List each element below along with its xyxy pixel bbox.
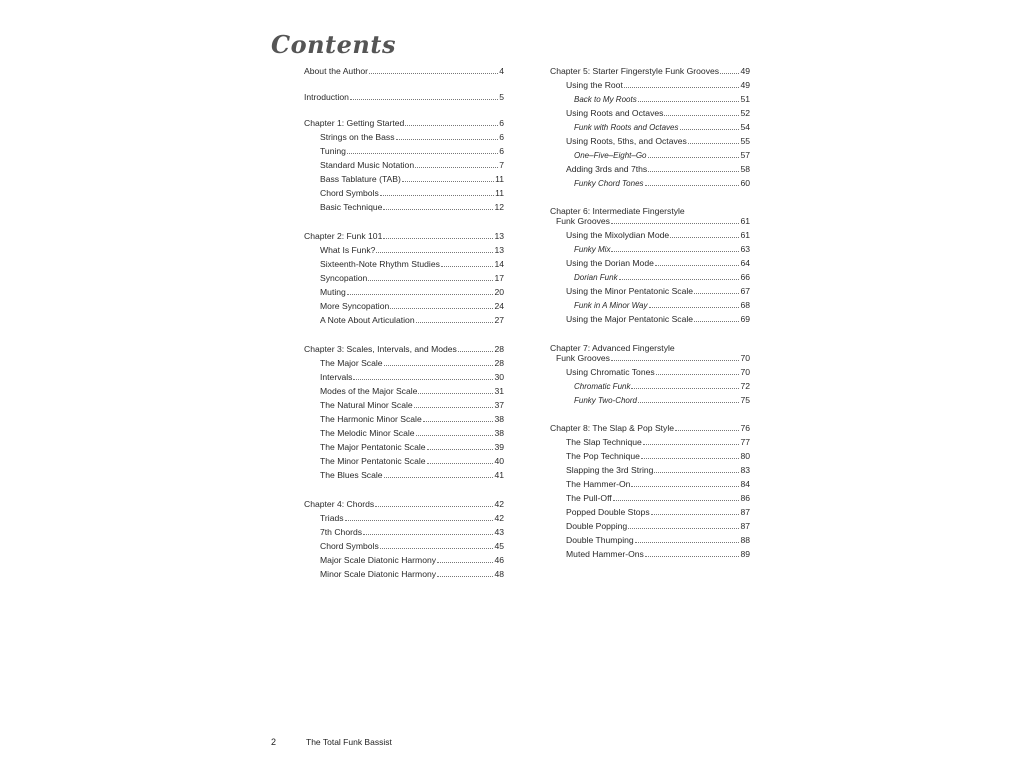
toc-entry-page: 70	[740, 353, 750, 363]
toc-entry-title: The Minor Pentatonic Scale	[320, 456, 426, 466]
toc-entry-page: 86	[740, 493, 750, 503]
toc-entry-page: 30	[494, 372, 504, 382]
toc-entry-title: Tuning	[320, 146, 346, 156]
dot-leader	[720, 73, 739, 74]
toc-entry	[566, 314, 750, 324]
toc-entry-page: 42	[494, 513, 504, 523]
dot-leader	[651, 514, 740, 515]
toc-entry-page: 89	[740, 549, 750, 559]
toc-entry	[320, 160, 504, 170]
toc-entry-title: Chapter 1: Getting Started	[304, 118, 405, 128]
toc-entry-title: Using the Mixolydian Mode	[566, 230, 670, 240]
toc-entry-title-continued	[556, 216, 750, 226]
toc-entry	[320, 456, 504, 466]
toc-entry-page: 37	[494, 400, 504, 410]
toc-entry-page: 60	[740, 178, 750, 188]
dot-leader	[363, 534, 493, 535]
dot-leader	[383, 209, 493, 210]
toc-entry-page: 17	[494, 273, 504, 283]
toc-entry-title: Major Scale Diatonic Harmony	[320, 555, 437, 565]
toc-entry-page: 80	[740, 451, 750, 461]
toc-subentry	[574, 395, 750, 405]
toc-entry-title: Chord Symbols	[320, 188, 379, 198]
toc-entry-page: 48	[494, 569, 504, 579]
toc-entry-page: 11	[495, 174, 504, 184]
toc-entry	[320, 527, 504, 537]
dot-leader	[641, 458, 740, 459]
toc-subentry	[574, 94, 750, 104]
toc-entry	[566, 367, 750, 377]
toc-entry-title: 7th Chords	[320, 527, 363, 537]
toc-entry-title: Using the Major Pentatonic Scale	[566, 314, 694, 324]
toc-entry-title: Intervals	[320, 372, 353, 382]
toc-entry-title: Funk in A Minor Way	[574, 301, 648, 310]
toc-entry	[304, 92, 504, 102]
toc-subentry	[574, 150, 750, 160]
dot-leader	[648, 171, 739, 172]
toc-entry-page: 88	[740, 535, 750, 545]
dot-leader	[441, 266, 494, 267]
toc-entry-title: What Is Funk?	[320, 245, 376, 255]
toc-entry	[320, 386, 504, 396]
toc-entry	[566, 535, 750, 545]
toc-entry-title: Using the Dorian Mode	[566, 258, 654, 268]
toc-entry-page: 46	[494, 555, 504, 565]
toc-entry-title: Chapter 7: Advanced Fingerstyle	[550, 343, 675, 353]
dot-leader	[437, 576, 493, 577]
toc-entry-title: The Melodic Minor Scale	[320, 428, 415, 438]
toc-entry	[320, 174, 504, 184]
toc-entry-page: 77	[740, 437, 750, 447]
dot-leader	[383, 238, 493, 239]
dot-leader	[458, 351, 494, 352]
toc-entry-page: 24	[494, 301, 504, 311]
toc-entry	[304, 66, 504, 76]
toc-entry-title-line2: Funk Grooves	[556, 353, 610, 363]
toc-entry-title: More Syncopation	[320, 301, 390, 311]
toc-entry	[320, 287, 504, 297]
dot-leader	[350, 99, 498, 100]
toc-entry	[320, 188, 504, 198]
toc-subentry	[574, 122, 750, 132]
dot-leader	[418, 393, 493, 394]
toc-entry-title: Sixteenth-Note Rhythm Studies	[320, 259, 440, 269]
toc-entry	[320, 400, 504, 410]
toc-entry-page: 61	[740, 230, 750, 240]
toc-entry-page: 70	[740, 367, 750, 377]
toc-entry-page: 42	[494, 499, 504, 509]
toc-entry	[566, 164, 750, 174]
toc-entry	[550, 66, 750, 76]
toc-entry	[566, 437, 750, 447]
toc-entry-title: The Natural Minor Scale	[320, 400, 413, 410]
toc-entry-title: Chapter 4: Chords	[304, 499, 375, 509]
toc-entry-page: 4	[499, 66, 504, 76]
dot-leader	[611, 360, 739, 361]
toc-entry-page: 76	[740, 423, 750, 433]
toc-entry-page: 51	[740, 94, 750, 104]
toc-entry-title: Chapter 2: Funk 101	[304, 231, 383, 241]
toc-entry-title: Using Roots, 5ths, and Octaves	[566, 136, 687, 146]
dot-leader	[664, 115, 739, 116]
dot-leader	[654, 472, 739, 473]
toc-entry-title: Chapter 6: Intermediate Fingerstyle	[550, 206, 685, 216]
toc-entry	[304, 344, 504, 354]
toc-entry	[566, 507, 750, 517]
toc-subentry	[574, 300, 750, 310]
dot-leader	[694, 293, 739, 294]
toc-entry-title: The Major Pentatonic Scale	[320, 442, 426, 452]
toc-entry-page: 58	[740, 164, 750, 174]
toc-entry	[320, 442, 504, 452]
toc-entry-page: 6	[499, 146, 504, 156]
toc-entry-title: Muted Hammer-Ons	[566, 549, 644, 559]
dot-leader	[416, 435, 494, 436]
toc-entry-page: 38	[494, 428, 504, 438]
dot-leader	[405, 125, 498, 126]
toc-entry	[566, 451, 750, 461]
toc-entry-page: 54	[740, 122, 750, 132]
toc-entry-page: 39	[494, 442, 504, 452]
toc-entry-title: About the Author	[304, 66, 369, 76]
toc-entry-page: 68	[740, 300, 750, 310]
dot-leader	[694, 321, 739, 322]
toc-entry	[320, 372, 504, 382]
toc-entry-title: Chromatic Funk	[574, 382, 631, 391]
dot-leader	[353, 379, 493, 380]
dot-leader	[414, 407, 494, 408]
dot-leader	[611, 223, 739, 224]
dot-leader	[648, 157, 740, 158]
dot-leader	[628, 528, 739, 529]
dot-leader	[427, 449, 494, 450]
toc-entry-title: The Pop Technique	[566, 451, 640, 461]
toc-entry	[320, 555, 504, 565]
toc-subentry	[574, 244, 750, 254]
toc-entry-page: 43	[494, 527, 504, 537]
toc-entry-title: Syncopation	[320, 273, 368, 283]
toc-entry-page: 49	[740, 80, 750, 90]
toc-entry-page: 75	[740, 395, 750, 405]
toc-entry-page: 55	[740, 136, 750, 146]
toc-entry	[320, 541, 504, 551]
toc-entry	[550, 343, 750, 363]
toc-entry-page: 13	[494, 245, 504, 255]
toc-entry	[320, 259, 504, 269]
toc-entry-title: Back to My Roots	[574, 95, 637, 104]
toc-entry-title: Using the Minor Pentatonic Scale	[566, 286, 694, 296]
toc-entry	[320, 146, 504, 156]
toc-entry-title: Standard Music Notation	[320, 160, 415, 170]
toc-entry	[566, 493, 750, 503]
dot-leader	[345, 520, 494, 521]
toc-entry-title: The Major Scale	[320, 358, 383, 368]
dot-leader	[649, 307, 740, 308]
dot-leader	[643, 444, 740, 445]
toc-entry	[320, 245, 504, 255]
toc-entry	[320, 569, 504, 579]
dot-leader	[635, 542, 740, 543]
toc-entry	[320, 428, 504, 438]
dot-leader	[680, 129, 740, 130]
toc-entry-page: 63	[740, 244, 750, 254]
toc-entry	[550, 206, 750, 226]
dot-leader	[368, 280, 493, 281]
toc-entry	[320, 273, 504, 283]
dot-leader	[427, 463, 494, 464]
toc-entry-page: 11	[495, 188, 504, 198]
dot-leader	[437, 562, 493, 563]
toc-entry	[566, 286, 750, 296]
dot-leader	[624, 87, 740, 88]
dot-leader	[380, 548, 494, 549]
dot-leader	[619, 279, 740, 280]
toc-entry-page: 87	[740, 507, 750, 517]
toc-entry	[566, 230, 750, 240]
toc-entry-page: 38	[494, 414, 504, 424]
toc-entry-page: 72	[740, 381, 750, 391]
toc-entry	[320, 315, 504, 325]
toc-entry	[566, 549, 750, 559]
toc-entry-title: Slapping the 3rd String	[566, 465, 654, 475]
toc-entry-page: 12	[494, 202, 504, 212]
toc-entry-title: A Note About Articulation	[320, 315, 415, 325]
dot-leader	[384, 365, 494, 366]
toc-entry-title: Dorian Funk	[574, 273, 618, 282]
toc-entry-page: 87	[740, 521, 750, 531]
dot-leader	[655, 265, 740, 266]
dot-leader	[611, 251, 739, 252]
toc-entry-title: One–Five–Eight–Go	[574, 151, 647, 160]
toc-entry-page: 40	[494, 456, 504, 466]
toc-entry-title: Modes of the Major Scale	[320, 386, 418, 396]
dot-leader	[380, 195, 494, 196]
toc-entry	[566, 521, 750, 531]
toc-entry-title: Funky Two-Chord	[574, 396, 637, 405]
toc-entry	[566, 80, 750, 90]
toc-entry-title: Muting	[320, 287, 346, 297]
toc-entry	[550, 423, 750, 433]
toc-entry	[320, 513, 504, 523]
toc-entry-page: 5	[499, 92, 504, 102]
dot-leader	[638, 101, 740, 102]
toc-entry	[320, 301, 504, 311]
toc-entry-title: Introduction	[304, 92, 349, 102]
dot-leader	[656, 374, 740, 375]
toc-entry-title: Bass Tablature (TAB)	[320, 174, 401, 184]
dot-leader	[638, 402, 739, 403]
toc-entry-title: Strings on the Bass	[320, 132, 395, 142]
toc-entry-page: 52	[740, 108, 750, 118]
toc-entry-page: 28	[494, 344, 504, 354]
dot-leader	[631, 486, 739, 487]
footer-page-number: 2	[271, 737, 277, 747]
toc-entry-page: 64	[740, 258, 750, 268]
toc-entry-title: Funky Chord Tones	[574, 179, 644, 188]
toc-entry-title: Funk with Roots and Octaves	[574, 123, 679, 132]
toc-entry-page: 83	[740, 465, 750, 475]
toc-entry-page: 67	[740, 286, 750, 296]
toc-entry-title: Minor Scale Diatonic Harmony	[320, 569, 437, 579]
toc-subentry	[574, 272, 750, 282]
toc-entry	[304, 118, 504, 128]
toc-entry-title: Triads	[320, 513, 344, 523]
toc-entry-page: 84	[740, 479, 750, 489]
toc-entry-title: Double Popping	[566, 521, 628, 531]
toc-entry-title: The Blues Scale	[320, 470, 383, 480]
dot-leader	[645, 556, 740, 557]
toc-entry-title: The Hammer-On	[566, 479, 631, 489]
page-title: Contents	[271, 30, 396, 59]
dot-leader	[423, 421, 494, 422]
dot-leader	[384, 477, 494, 478]
toc-entry-page: 49	[740, 66, 750, 76]
toc-entry-title: Chapter 5: Starter Fingerstyle Funk Grooves	[550, 66, 720, 76]
toc-entry-page: 57	[740, 150, 750, 160]
toc-entry-title: Chapter 3: Scales, Intervals, and Modes	[304, 344, 457, 354]
toc-entry	[320, 202, 504, 212]
toc-subentry	[574, 381, 750, 391]
toc-entry-title: Adding 3rds and 7ths	[566, 164, 648, 174]
toc-entry-title: The Slap Technique	[566, 437, 642, 447]
toc-entry-page: 14	[494, 259, 504, 269]
toc-entry	[320, 470, 504, 480]
toc-entry-title: Using Roots and Octaves	[566, 108, 664, 118]
toc-entry-title: Double Thumping	[566, 535, 634, 545]
toc-entry-title: Using Chromatic Tones	[566, 367, 655, 377]
dot-leader	[645, 185, 740, 186]
toc-entry-title: The Harmonic Minor Scale	[320, 414, 422, 424]
dot-leader	[396, 139, 499, 140]
dot-leader	[416, 322, 494, 323]
toc-entry	[566, 465, 750, 475]
toc-subentry	[574, 178, 750, 188]
toc-entry-page: 28	[494, 358, 504, 368]
dot-leader	[670, 237, 739, 238]
toc-entry	[566, 108, 750, 118]
toc-entry	[566, 136, 750, 146]
toc-entry-page: 6	[499, 132, 504, 142]
toc-entry-title-continued	[556, 353, 750, 363]
toc-entry-title: The Pull-Off	[566, 493, 612, 503]
dot-leader	[688, 143, 740, 144]
dot-leader	[347, 153, 498, 154]
toc-entry	[566, 479, 750, 489]
toc-entry-page: 31	[494, 386, 504, 396]
footer-book-title: The Total Funk Bassist	[306, 737, 392, 747]
toc-entry-page: 69	[740, 314, 750, 324]
dot-leader	[347, 294, 494, 295]
dot-leader	[390, 308, 493, 309]
toc-entry-page: 27	[494, 315, 504, 325]
toc-entry	[304, 499, 504, 509]
toc-entry-page: 41	[494, 470, 504, 480]
toc-entry-page: 7	[499, 160, 504, 170]
dot-leader	[631, 388, 739, 389]
toc-entry-title: Popped Double Stops	[566, 507, 650, 517]
dot-leader	[613, 500, 740, 501]
toc-entry	[566, 258, 750, 268]
toc-entry-title: Chapter 8: The Slap & Pop Style	[550, 423, 675, 433]
toc-entry-page: 6	[499, 118, 504, 128]
toc-entry-title: Funky Mix	[574, 245, 611, 254]
toc-entry-title: Chord Symbols	[320, 541, 379, 551]
toc-entry-page: 61	[740, 216, 750, 226]
dot-leader	[369, 73, 498, 74]
toc-entry	[304, 231, 504, 241]
toc-entry-title: Using the Root	[566, 80, 623, 90]
dot-leader	[376, 252, 493, 253]
dot-leader	[675, 430, 739, 431]
toc-entry-page: 13	[494, 231, 504, 241]
toc-entry-title-line2: Funk Grooves	[556, 216, 610, 226]
dot-leader	[375, 506, 493, 507]
toc-entry-page: 20	[494, 287, 504, 297]
toc-entry	[320, 414, 504, 424]
dot-leader	[402, 181, 494, 182]
toc-entry-page: 66	[740, 272, 750, 282]
toc-entry	[320, 132, 504, 142]
toc-entry	[320, 358, 504, 368]
toc-entry-title: Basic Technique	[320, 202, 383, 212]
toc-entry-page: 45	[494, 541, 504, 551]
dot-leader	[415, 167, 498, 168]
